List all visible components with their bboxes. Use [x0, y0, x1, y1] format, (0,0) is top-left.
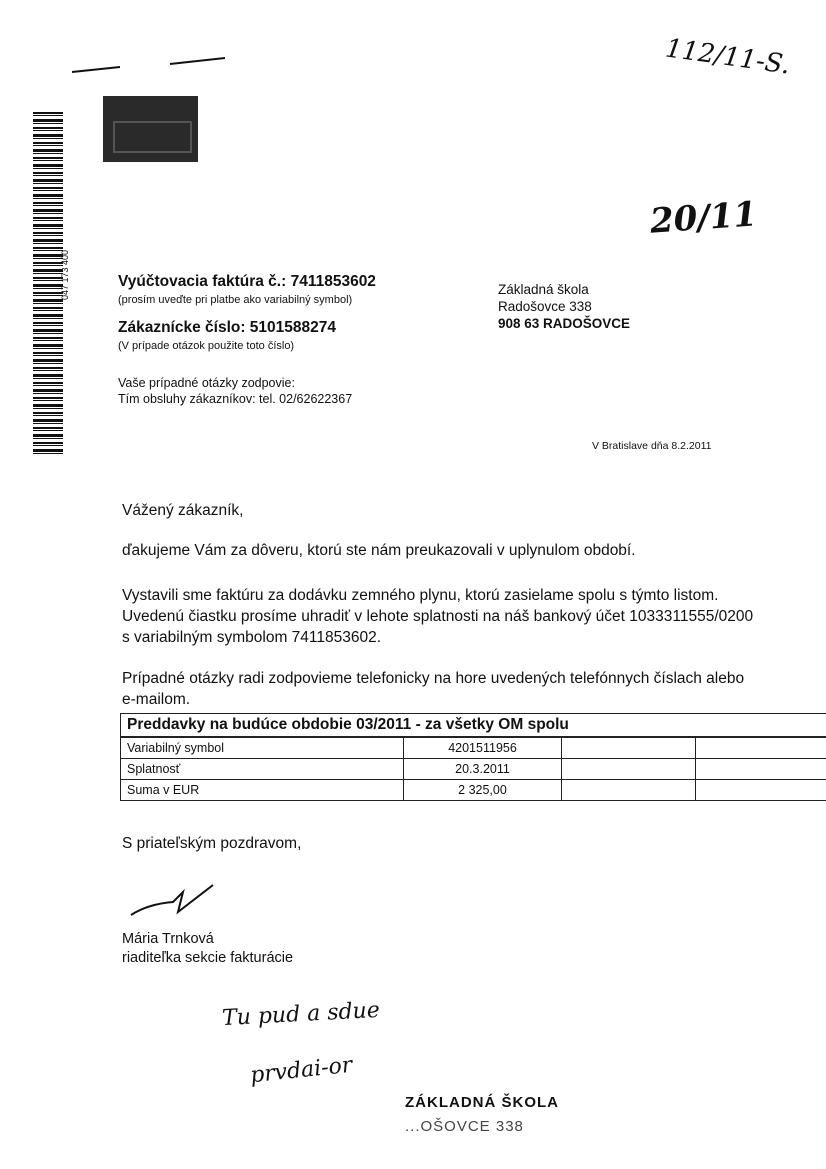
row-value: 20.3.2011	[404, 759, 562, 780]
handwritten-note-1: Tu pud a sdue	[221, 997, 381, 1032]
invoice-title-note: (prosím uveďte pri platbe ako variabilný symbol)	[118, 294, 353, 306]
row-label: Suma v EUR	[121, 780, 404, 801]
date-line: V Bratislave dňa 8.2.2011	[592, 440, 712, 452]
table-row	[121, 759, 826, 780]
paragraph-2-line-1: Vystavili sme faktúru za dodávku zemného plynu, ktorú zasielame spolu s týmto listom.	[122, 587, 719, 604]
signatory-role: riaditeľka sekcie fakturácie	[122, 950, 294, 966]
signature	[128, 882, 218, 922]
paragraph-3-line-1: Prípadné otázky radi zodpovieme telefonicky na hore uvedených telefónnych číslach alebo	[122, 670, 745, 687]
paragraph-2-line-2: Uvedenú čiastku prosíme uhradiť v lehote splatnosti na náš bankový účet 1033311555/0200	[122, 608, 754, 625]
customer-number: Zákaznícke číslo: 5101588274	[118, 319, 337, 336]
barcode	[33, 112, 63, 454]
row-value: 4201511956	[404, 737, 562, 759]
address-line-3: 908 63 RADOŠOVCE	[498, 316, 631, 331]
row-value: 2 325,00	[404, 780, 562, 801]
table-row	[121, 737, 826, 759]
advances-table	[120, 713, 826, 801]
handwritten-number: 20/11	[648, 194, 759, 242]
address-line-1: Základná škola	[498, 282, 589, 297]
pen-strokes	[70, 52, 230, 77]
invoice-title: Vyúčtovacia faktúra č.: 7411853602	[118, 273, 376, 290]
table-row	[121, 780, 826, 801]
address-line-2: Radošovce 338	[498, 299, 592, 314]
stamp-line-2: ...OŠOVCE 338	[405, 1118, 524, 1135]
advances-table-header	[121, 714, 826, 738]
customer-service-contact: Tím obsluhy zákazníkov: tel. 02/62622367	[118, 392, 353, 406]
paragraph-1: ďakujeme Vám za dôveru, ktorú ste nám preukazovali v uplynulom období.	[122, 542, 636, 559]
handwritten-note-top: 112/11-S.	[663, 33, 792, 81]
advances-title: Preddavky na budúce obdobie 03/2011 - za všetky OM spolu	[121, 714, 826, 738]
paragraph-2-line-3: s variabilným symbolom 7411853602.	[122, 629, 382, 646]
handwritten-note-2: prvdai-or	[248, 1052, 354, 1089]
paragraph-3-line-2: e-mailom.	[122, 691, 191, 708]
signatory-name: Mária Trnková	[122, 931, 214, 947]
stamp-line-1: ZÁKLADNÁ ŠKOLA	[405, 1094, 559, 1111]
questions-label: Vaše prípadné otázky zodpovie:	[118, 376, 295, 390]
greeting: Vážený zákazník,	[122, 502, 244, 519]
customer-number-note: (V prípade otázok použite toto číslo)	[118, 340, 295, 352]
closing: S priateľským pozdravom,	[122, 835, 302, 852]
row-label: Variabilný symbol	[121, 737, 404, 759]
barcode-number: 047 173 400	[60, 249, 70, 300]
row-label: Splatnosť	[121, 759, 404, 780]
company-logo	[103, 96, 198, 162]
